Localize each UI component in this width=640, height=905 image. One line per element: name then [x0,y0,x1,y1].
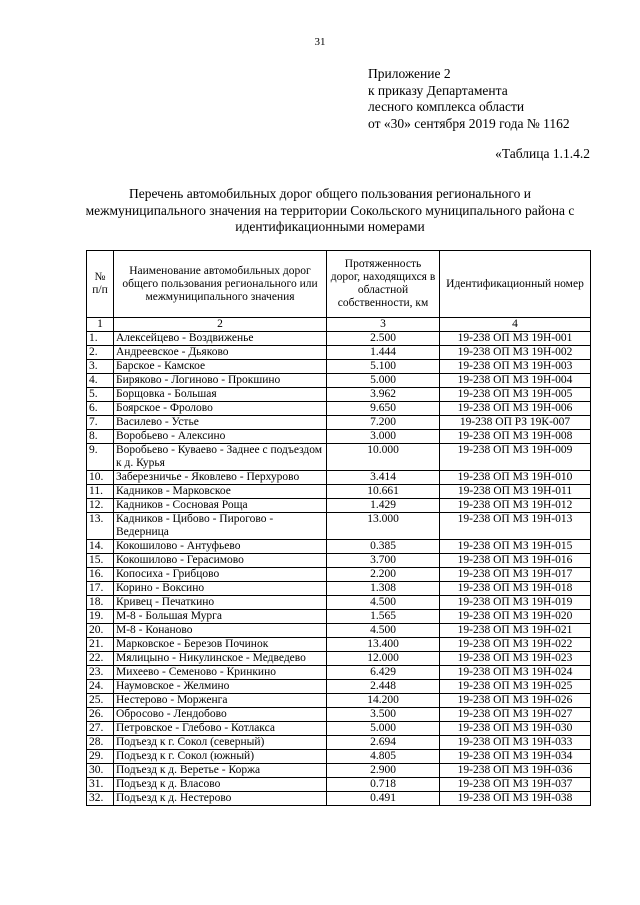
id-number-cell: 19-238 ОП МЗ 19Н-026 [440,694,591,708]
id-number-cell: 19-238 ОП МЗ 19Н-017 [440,568,591,582]
length-cell: 7.200 [327,416,440,430]
road-name-cell: Копосиха - Грибцово [114,568,327,582]
row-number: 21. [87,638,114,652]
length-cell: 1.429 [327,499,440,513]
table-row [87,540,591,554]
row-number: 22. [87,652,114,666]
table-row [87,554,591,568]
length-cell: 9.650 [327,402,440,416]
page-number: 31 [314,36,326,48]
index-cell: 2 [114,318,327,332]
row-number: 15. [87,554,114,568]
row-number: 16. [87,568,114,582]
id-number-cell: 19-238 ОП МЗ 19Н-038 [440,792,591,806]
road-name-cell: Андреевское - Дьяково [114,346,327,360]
road-name-cell: Боярское - Фролово [114,402,327,416]
id-number-cell: 19-238 ОП МЗ 19Н-036 [440,764,591,778]
row-number: 26. [87,708,114,722]
row-number: 20. [87,624,114,638]
id-number-cell: 19-238 ОП МЗ 19Н-005 [440,388,591,402]
id-number-cell: 19-238 ОП МЗ 19Н-020 [440,610,591,624]
row-number: 28. [87,736,114,750]
table-index-row [87,318,591,332]
road-name-cell: Подъезд к д. Нестерово [114,792,327,806]
road-name-cell: Обросово - Лендобово [114,708,327,722]
road-name-cell: Марковское - Березов Починок [114,638,327,652]
table-row [87,471,591,485]
road-name-cell: Алексейцево - Воздвиженье [114,332,327,346]
row-number: 6. [87,402,114,416]
index-cell: 1 [87,318,114,332]
id-number-cell: 19-238 ОП МЗ 19Н-015 [440,540,591,554]
row-number: 19. [87,610,114,624]
id-number-cell: 19-238 ОП МЗ 19Н-018 [440,582,591,596]
table-row [87,402,591,416]
row-number: 5. [87,388,114,402]
header-road-name: Наименование автомобильных дорог общего пользования регионального или межмуниципального значения [114,251,327,318]
header-number: № п/п [87,251,114,318]
length-cell: 1.308 [327,582,440,596]
document-title: Перечень автомобильных дорог общего пользования регионального и межмуниципального значения на территории Сокольского муниципального района с идентификационными номерами [85,186,575,234]
table-row [87,680,591,694]
table-row [87,792,591,806]
road-name-cell: Борщовка - Большая [114,388,327,402]
index-cell: 3 [327,318,440,332]
road-name-cell: Корино - Воксино [114,582,327,596]
table-row [87,416,591,430]
table-row [87,736,591,750]
appendix-line: к приказу Департамента [368,82,508,98]
row-number: 2. [87,346,114,360]
table-row [87,374,591,388]
road-name-cell: Заберезничье - Яковлево - Перхурово [114,471,327,485]
length-cell: 5.000 [327,374,440,388]
length-cell: 1.444 [327,346,440,360]
length-cell: 5.100 [327,360,440,374]
id-number-cell: 19-238 ОП МЗ 19Н-023 [440,652,591,666]
length-cell: 2.500 [327,332,440,346]
road-name-cell: Кадников - Сосновая Роща [114,499,327,513]
road-name-cell: Подъезд к д. Власово [114,778,327,792]
length-cell: 4.500 [327,624,440,638]
id-number-cell: 19-238 ОП МЗ 19Н-016 [440,554,591,568]
row-number: 18. [87,596,114,610]
road-name-cell: Кадников - Марковское [114,485,327,499]
row-number: 10. [87,471,114,485]
length-cell: 6.429 [327,666,440,680]
table-row [87,596,591,610]
road-name-cell: Мялицыно - Никулинское - Медведево [114,652,327,666]
table-row [87,764,591,778]
row-number: 3. [87,360,114,374]
length-cell: 2.200 [327,568,440,582]
row-number: 9. [87,444,114,471]
row-number: 23. [87,666,114,680]
road-name-cell: Наумовское - Желмино [114,680,327,694]
id-number-cell: 19-238 ОП МЗ 19Н-034 [440,750,591,764]
length-cell: 4.500 [327,596,440,610]
table-row [87,638,591,652]
length-cell: 3.000 [327,430,440,444]
road-name-cell: Кокошилово - Антуфьево [114,540,327,554]
table-row [87,388,591,402]
table-row [87,610,591,624]
length-cell: 3.500 [327,708,440,722]
row-number: 30. [87,764,114,778]
id-number-cell: 19-238 ОП МЗ 19Н-004 [440,374,591,388]
length-cell: 0.491 [327,792,440,806]
id-number-cell: 19-238 ОП МЗ 19Н-033 [440,736,591,750]
id-number-cell: 19-238 ОП МЗ 19Н-027 [440,708,591,722]
length-cell: 4.805 [327,750,440,764]
road-name-cell: Кривец - Печаткино [114,596,327,610]
road-name-cell: М-8 - Большая Мурга [114,610,327,624]
length-cell: 2.448 [327,680,440,694]
row-number: 17. [87,582,114,596]
table-row [87,722,591,736]
id-number-cell: 19-238 ОП МЗ 19Н-030 [440,722,591,736]
row-number: 14. [87,540,114,554]
road-name-cell: Кокошилово - Герасимово [114,554,327,568]
row-number: 8. [87,430,114,444]
table-row [87,568,591,582]
road-name-cell: Барское - Камское [114,360,327,374]
table-row [87,708,591,722]
id-number-cell: 19-238 ОП МЗ 19Н-037 [440,778,591,792]
row-number: 31. [87,778,114,792]
appendix-line: лесного комплекса области [368,99,525,114]
length-cell: 0.385 [327,540,440,554]
row-number: 24. [87,680,114,694]
header-id-number: Идентификационный номер [440,251,591,318]
road-name-cell: Кадников - Цибово - Пирогово - Ведерница [114,513,327,540]
id-number-cell: 19-238 ОП МЗ 19Н-011 [440,485,591,499]
road-name-cell: Подъезд к д. Веретье - Коржа [114,764,327,778]
length-cell: 10.661 [327,485,440,499]
table-row [87,624,591,638]
id-number-cell: 19-238 ОП МЗ 19Н-006 [440,402,591,416]
length-cell: 3.962 [327,388,440,402]
id-number-cell: 19-238 ОП МЗ 19Н-010 [440,471,591,485]
id-number-cell: 19-238 ОП МЗ 19Н-021 [440,624,591,638]
appendix-line: Приложение 2 [368,66,451,81]
id-number-cell: 19-238 ОП РЗ 19К-007 [440,416,591,430]
id-number-cell: 19-238 ОП МЗ 19Н-003 [440,360,591,374]
table-row [87,750,591,764]
length-cell: 2.900 [327,764,440,778]
id-number-cell: 19-238 ОП МЗ 19Н-008 [440,430,591,444]
id-number-cell: 19-238 ОП МЗ 19Н-019 [440,596,591,610]
table-row [87,778,591,792]
appendix-line: от «30» сентября 2019 года № 1162 [368,115,570,131]
row-number: 25. [87,694,114,708]
road-name-cell: Петровское - Глебово - Котлакса [114,722,327,736]
table-label: «Таблица 1.1.4.2 [495,146,590,161]
length-cell: 13.000 [327,513,440,540]
row-number: 32. [87,792,114,806]
length-cell: 2.694 [327,736,440,750]
table-row [87,332,591,346]
id-number-cell: 19-238 ОП МЗ 19Н-001 [440,332,591,346]
table-row [87,430,591,444]
row-number: 12. [87,499,114,513]
roads-table [86,250,591,806]
length-cell: 1.565 [327,610,440,624]
row-number: 13. [87,513,114,540]
id-number-cell: 19-238 ОП МЗ 19Н-024 [440,666,591,680]
table-header-row [87,251,591,318]
row-number: 27. [87,722,114,736]
road-name-cell: Подъезд к г. Сокол (северный) [114,736,327,750]
road-name-cell: Биряково - Логиново - Прокшино [114,374,327,388]
length-cell: 14.200 [327,694,440,708]
table-row [87,694,591,708]
table-row [87,360,591,374]
index-cell: 4 [440,318,591,332]
id-number-cell: 19-238 ОП МЗ 19Н-022 [440,638,591,652]
table-row [87,666,591,680]
length-cell: 10.000 [327,444,440,471]
id-number-cell: 19-238 ОП МЗ 19Н-025 [440,680,591,694]
id-number-cell: 19-238 ОП МЗ 19Н-013 [440,513,591,540]
length-cell: 13.400 [327,638,440,652]
road-name-cell: М-8 - Конаново [114,624,327,638]
length-cell: 5.000 [327,722,440,736]
length-cell: 0.718 [327,778,440,792]
road-name-cell: Нестерово - Морженга [114,694,327,708]
row-number: 4. [87,374,114,388]
table-row [87,582,591,596]
road-name-cell: Михеево - Семеново - Кринкино [114,666,327,680]
road-name-cell: Подъезд к г. Сокол (южный) [114,750,327,764]
row-number: 29. [87,750,114,764]
table-row [87,346,591,360]
table-row [87,513,591,540]
table-row [87,499,591,513]
row-number: 1. [87,332,114,346]
length-cell: 3.414 [327,471,440,485]
row-number: 11. [87,485,114,499]
length-cell: 12.000 [327,652,440,666]
road-name-cell: Василево - Устье [114,416,327,430]
length-cell: 3.700 [327,554,440,568]
table-row [87,444,591,471]
header-length: Протяженность дорог, находящихся в областной собственности, км [327,251,440,318]
road-name-cell: Воробьево - Куваево - Заднее с подъездом к д. Курья [114,444,327,471]
id-number-cell: 19-238 ОП МЗ 19Н-002 [440,346,591,360]
id-number-cell: 19-238 ОП МЗ 19Н-009 [440,444,591,471]
row-number: 7. [87,416,114,430]
table-row [87,652,591,666]
table-row [87,485,591,499]
appendix-block [368,66,570,132]
id-number-cell: 19-238 ОП МЗ 19Н-012 [440,499,591,513]
road-name-cell: Воробьево - Алексино [114,430,327,444]
